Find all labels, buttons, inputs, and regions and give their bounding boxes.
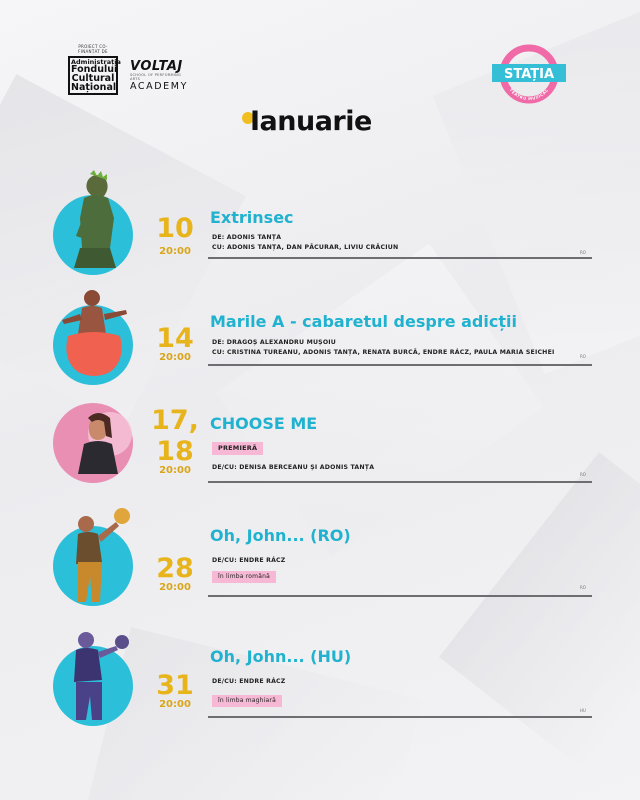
performer-figure-icon bbox=[58, 404, 138, 484]
event-item[interactable] bbox=[0, 170, 640, 280]
afcn-logo bbox=[68, 44, 121, 95]
voltaj-title: VOLTAJ bbox=[130, 59, 183, 74]
event-credits: DE/CU: ENDRE RÁCZ bbox=[212, 678, 286, 685]
event-language-mark: RO bbox=[580, 250, 586, 255]
event-item[interactable] bbox=[0, 280, 640, 390]
performer-figure-icon bbox=[56, 502, 138, 606]
afcn-line: Administrația bbox=[71, 58, 121, 66]
afcn-wordmark bbox=[68, 56, 121, 95]
event-divider bbox=[208, 595, 592, 597]
statia-name: STAȚIA bbox=[503, 67, 555, 82]
voltaj-academy: ACADEMY bbox=[130, 81, 188, 92]
performer-figure-icon bbox=[56, 620, 138, 726]
event-cast: CU: CRISTINA TUREANU, ADONIS TANȚA, RENATA BURCĂ, ENDRE RÁCZ, PAULA MARIA SEICHEI bbox=[212, 349, 555, 356]
event-director: DE: ADONIS TANȚA bbox=[212, 234, 282, 241]
event-item[interactable] bbox=[0, 390, 640, 500]
event-day: 10 bbox=[156, 213, 194, 244]
event-credits: DE/CU: ENDRE RÁCZ bbox=[212, 557, 286, 564]
event-language-mark: RO bbox=[580, 585, 586, 590]
performer-figure-icon bbox=[56, 286, 138, 386]
event-cast: CU: ADONIS TANȚA, DAN PĂCURAR, LIVIU CRĂCIUN bbox=[212, 244, 399, 251]
voltaj-subtitle: SCHOOL OF PERFORMING ARTS bbox=[130, 73, 182, 81]
premiere-badge: PREMIERĂ bbox=[212, 442, 263, 455]
statia-ring-label: TEATRU MUZICAL bbox=[508, 87, 550, 102]
event-time: 20:00 bbox=[159, 699, 191, 710]
event-item[interactable] bbox=[0, 500, 640, 610]
afcn-cofinanced-label: PROIECT CO-FINANȚAT DE bbox=[78, 44, 108, 54]
event-time: 20:00 bbox=[159, 246, 191, 257]
event-time: 20:00 bbox=[159, 582, 191, 593]
event-divider bbox=[208, 364, 592, 366]
event-day: 28 bbox=[156, 553, 194, 584]
event-credits: DE/CU: DENISA BERCEANU ȘI ADONIS TANȚA bbox=[212, 464, 375, 471]
event-language-mark: HU bbox=[580, 708, 586, 713]
event-day: 31 bbox=[156, 670, 194, 701]
afcn-line: Cultural bbox=[71, 73, 115, 85]
event-divider bbox=[208, 481, 592, 483]
event-time: 20:00 bbox=[159, 465, 191, 476]
language-badge: în limba română bbox=[212, 571, 276, 583]
event-language-mark: RO bbox=[580, 354, 586, 359]
event-item[interactable] bbox=[0, 620, 640, 730]
afcn-line: Fondului bbox=[71, 64, 118, 76]
event-director: DE: DRAGOȘ ALEXANDRU MUȘOIU bbox=[212, 339, 337, 346]
voltaj-academy-logo bbox=[130, 60, 190, 92]
event-title[interactable]: CHOOSE ME bbox=[210, 414, 318, 433]
event-time: 20:00 bbox=[159, 352, 191, 363]
event-title[interactable]: Oh, John... (RO) bbox=[210, 526, 351, 545]
month-heading bbox=[242, 106, 372, 137]
event-day: 14 bbox=[156, 323, 194, 354]
performer-figure-icon bbox=[58, 170, 132, 275]
event-title[interactable]: Extrinsec bbox=[210, 208, 294, 227]
statia-logo bbox=[490, 42, 568, 104]
event-title[interactable]: Oh, John... (HU) bbox=[210, 647, 352, 666]
event-day: 18 bbox=[156, 436, 194, 467]
month-title: Ianuarie bbox=[250, 106, 372, 137]
afcn-line: Național bbox=[71, 82, 117, 94]
event-divider bbox=[208, 257, 592, 259]
event-day: 17, bbox=[151, 405, 199, 436]
event-language-mark: RO bbox=[580, 472, 586, 477]
event-divider bbox=[208, 716, 592, 718]
event-title[interactable]: Marile A - cabaretul despre adicții bbox=[210, 312, 517, 331]
language-badge: în limba maghiară bbox=[212, 695, 282, 707]
